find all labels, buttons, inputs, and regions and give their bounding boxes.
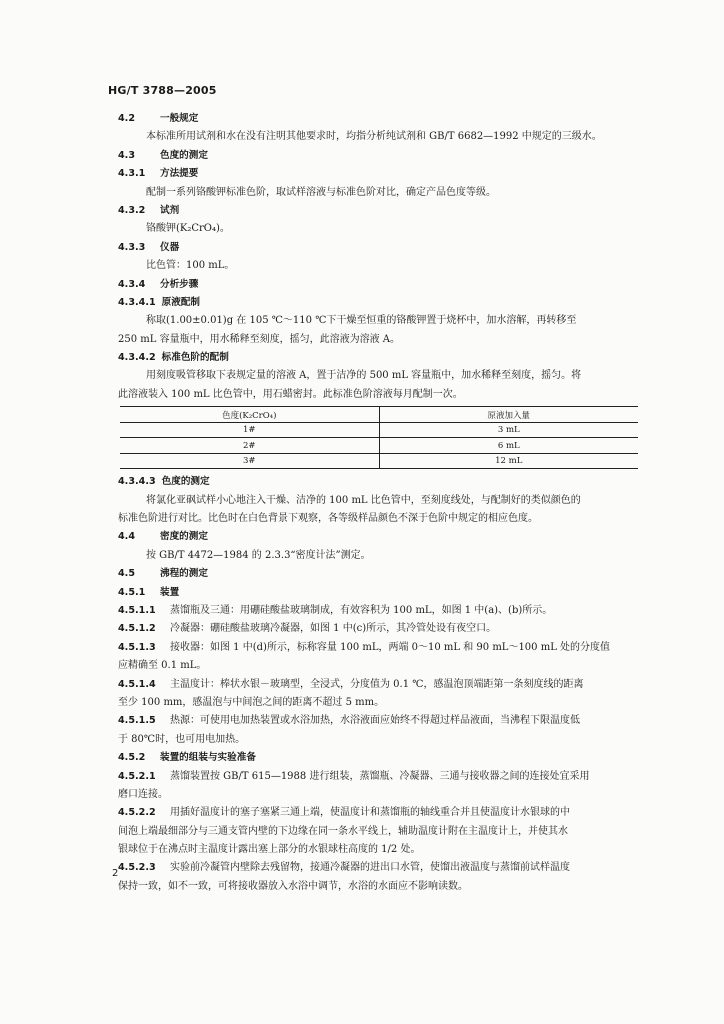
table-header-cell: 原液加入量 [379,407,638,423]
paragraph-line: 保持一致，如不一致，可将接收器放入水浴中调节，水浴的水面应不影响读数。 [118,880,468,892]
clause-text: 蒸馏瓶及三通：用硼硅酸盐玻璃制成，有效容积为 100 mL，如图 1 中(a)、(b)所示。 [170,604,553,616]
section-number: 4.3.4 [118,278,146,290]
clause-text: 蒸馏装置按 GB/T 615—1988 进行组装，蒸馏瓶、冷凝器、三通与接收器之间的连接处宜采用 [170,770,590,782]
clause-number: 4.5.1.3 [118,641,156,653]
section-title: 一般规定 [160,113,199,124]
clause-number: 4.5.2.3 [118,862,156,874]
section-title: 原液配制 [161,296,201,308]
clause-number: 4.5.1.1 [118,604,156,616]
numbered-paragraph [118,639,638,657]
paragraph-line: 称取(1.00±0.01)g 在 105 ℃～110 ℃下干燥至恒重的铬酸钾置于烧杯中，加水溶解，再转移至 [146,315,577,327]
section-heading [118,584,638,602]
clause-text: 主温度计：棒状水银－玻璃型，全浸式，分度值为 0.1 ℃，感温泡顶端距第一条刻度线的距离 [170,678,584,690]
section-number: 4.3 [118,149,135,161]
section-number: 4.5.1 [118,586,146,598]
clause-number: 4.5.1.4 [118,678,156,690]
paragraph-line: 比色管：100 mL。 [146,260,235,272]
section-number: 4.4 [118,531,135,543]
clause-text: 用插好温度计的塞子塞紧三通上端，使温度计和蒸馏瓶的轴线重合并且使温度计水银球的中 [170,807,570,819]
paragraph-line: 此溶液装入 100 mL 比色管中，用石蜡密封。此标准色阶溶液每月配制一次。 [118,388,463,400]
numbered-paragraph [118,859,638,877]
section-heading [118,239,638,257]
numbered-paragraph [118,768,638,786]
table-row [120,422,638,438]
paragraph-line: 250 mL 容量瓶中，用水稀释至刻度，摇匀，此溶液为溶液 A。 [118,333,400,345]
section-title: 试剂 [160,204,180,216]
section-heading [118,165,638,183]
table-cell: 3 mL [379,422,638,438]
clause-number: 4.5.1.2 [118,623,156,635]
clause-text: 冷凝器：硼硅酸盐玻璃冷凝器，如图 1 中(c)所示，其冷管处设有夜空口。 [170,623,497,635]
table-cell: 1# [120,422,379,438]
clause-text: 接收器：如图 1 中(d)所示，标称容量 100 mL，两端 0～10 mL 和 90 mL～100 mL 处的分度值 [170,641,611,653]
table-cell: 3# [120,453,379,469]
section-number: 4.5.2 [118,752,146,764]
section-title: 装置的组装与实验准备 [160,752,256,764]
table-cell: 2# [120,438,379,454]
numbered-paragraph [118,602,638,620]
section-number: 4.3.2 [118,204,146,216]
section-title: 分析步骤 [160,278,199,290]
section-number: 4.2 [118,113,135,124]
numbered-paragraph [118,712,638,730]
clause-text: 热源：可使用电加热装置或水浴加热，水浴液面应始终不得超过样品液面，当沸程下限温度低 [170,715,580,727]
section-heading [118,528,638,546]
section-number: 4.3.1 [118,168,146,180]
paragraph-line: 银球位于在沸点时主温度计露出塞上部分的水银球柱高度的 1/2 处。 [118,844,421,856]
clause-number: 4.5.1.5 [118,715,156,727]
paragraph-line: 于 80℃时，也可用电加热。 [118,733,246,745]
table-cell: 6 mL [379,438,638,454]
page-number: 2 [112,868,119,879]
table-row [120,438,638,454]
clause-text: 实验前冷凝管内壁除去残留物，接通冷凝器的进出口水管，使馏出液温度与蒸馏前试样温度 [170,862,570,874]
section-title: 沸程的测定 [160,568,208,580]
section-number: 4.3.3 [118,241,146,253]
paragraph-line: 用刻度吸管移取下表规定量的溶液 A，置于洁净的 500 mL 容量瓶中，加水稀释至刻度，摇匀。将 [146,370,582,382]
paragraph-line: 至少 100 mm，感温泡与中间泡之间的距离不超过 5 mm。 [118,696,385,708]
table-row [120,453,638,469]
table-header-row [120,407,638,423]
section-title: 色度的测定 [161,476,210,488]
section-title: 标准色阶的配制 [161,352,229,364]
paragraph-line: 铬酸钾(K₂CrO₄)。 [146,223,230,235]
paragraph-line: 间泡上端最细部分与三通支管内壁的下边缘在同一条水平线上，辅助温度计附在主温度计上，并使其水 [118,825,568,837]
section-title: 仪器 [160,241,180,253]
paragraph-line: 应精确至 0.1 mL。 [118,660,207,672]
section-heading [118,294,638,312]
section-title: 密度的测定 [160,531,208,543]
document-body [118,110,638,896]
section-heading [118,749,638,767]
document-code: HG/T 3788—2005 [108,84,217,97]
section-heading [118,276,638,294]
section-heading [118,110,638,128]
paragraph-line: 磨口连接。 [118,788,168,800]
paragraph-line: 将氯化亚砜试样小心地注入干燥、洁净的 100 mL 比色管中，至刻度线处，与配制好的类似颜色的 [146,494,581,506]
clause-number: 4.5.2.1 [118,770,156,782]
section-heading [118,202,638,220]
section-heading [118,565,638,583]
section-title: 装置 [160,586,180,598]
section-title: 方法提要 [160,168,199,180]
section-number: 4.3.4.2 [118,352,156,364]
table-header-cell: 色度(K₂CrO₄) [120,407,379,423]
section-number: 4.3.4.1 [118,296,156,308]
numbered-paragraph [118,676,638,694]
numbered-paragraph [118,620,638,638]
section-title: 色度的测定 [160,149,208,161]
section-heading [118,349,638,367]
section-number: 4.3.4.3 [118,476,156,488]
paragraph-line: 标准色阶进行对比。比色时在白色背景下观察，各等级样品颜色不深于色阶中规定的相应色度。 [118,513,538,525]
paragraph-line: 配制一系列铬酸钾标准色阶，取试样溶液与标准色阶对比，确定产品色度等级。 [146,186,496,198]
paragraph-line: 按 GB/T 4472—1984 的 2.3.3“密度计法”测定。 [146,549,371,561]
numbered-paragraph [118,804,638,822]
table-cell: 12 mL [379,453,638,469]
section-number: 4.5 [118,568,135,580]
paragraph-line: 本标准所用试剂和水在没有注明其他要求时，均指分析纯试剂和 GB/T 6682—1992 中规定的三级水。 [146,131,602,143]
clause-number: 4.5.2.2 [118,807,156,819]
section-heading [118,473,638,491]
color-standard-table [120,406,638,469]
section-heading [118,147,638,165]
